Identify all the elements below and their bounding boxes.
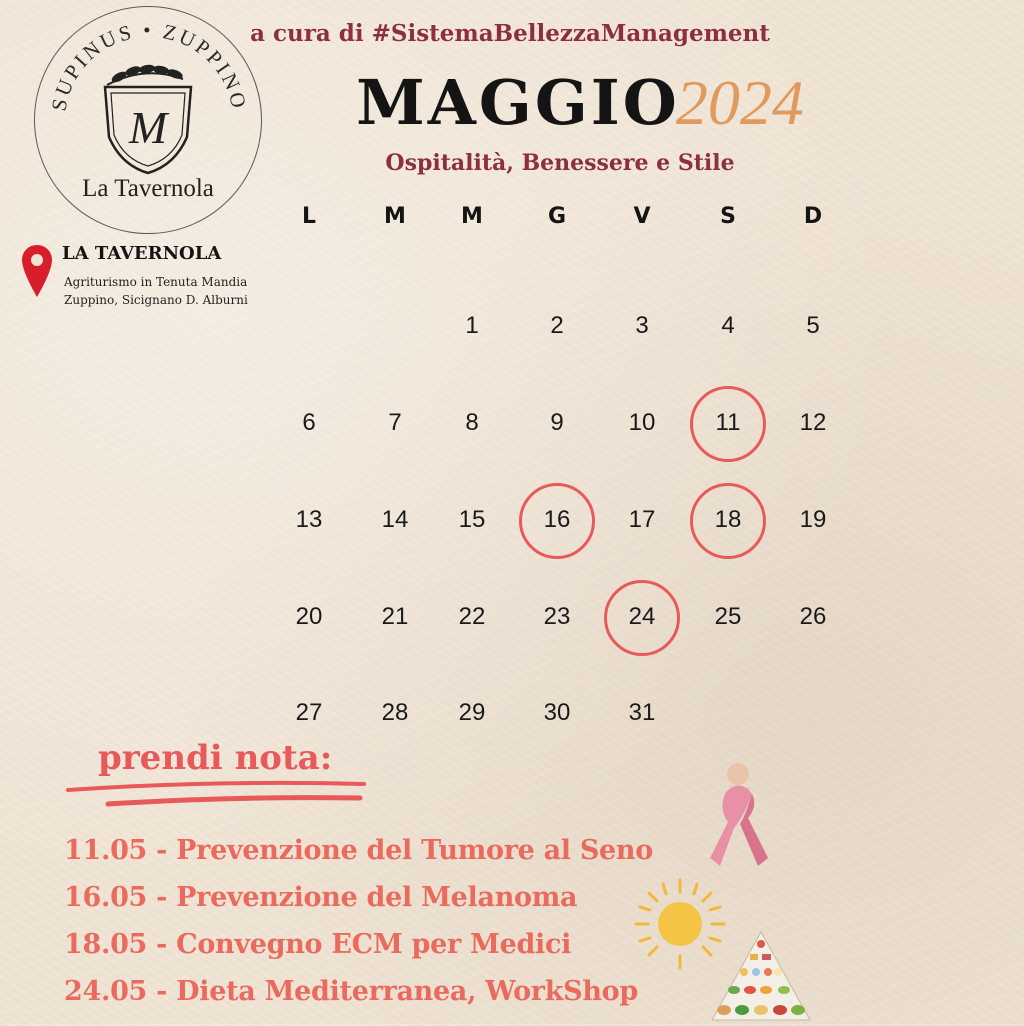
calendar-day: 17 [628, 506, 656, 533]
calendar-day: 9 [550, 409, 564, 436]
weekday-header: V [633, 204, 651, 229]
weekday-header: L [301, 204, 317, 229]
location-name: LA TAVERNOLA [62, 243, 222, 264]
calendar-day: 2 [550, 312, 564, 339]
calendar-day: 30 [543, 699, 571, 726]
note-item: 11.05 - Prevenzione del Tumore al Seno [64, 835, 653, 866]
note-item: 16.05 - Prevenzione del Melanoma [64, 882, 578, 913]
title-month: MAGGIO [356, 66, 680, 139]
calendar-day: 10 [628, 409, 656, 436]
calendar-day: 5 [806, 312, 820, 339]
calendar-day: 11 [715, 409, 741, 436]
calendar-day: 20 [295, 603, 323, 630]
logo-monogram: M [128, 102, 168, 153]
title-year: 2024 [675, 67, 804, 138]
note-item: 24.05 - Dieta Mediterranea, WorkShop [64, 976, 638, 1007]
calendar-day: 25 [714, 603, 742, 630]
calendar-day: 19 [799, 506, 827, 533]
notes-underline [64, 776, 374, 814]
weekday-header: D [803, 204, 823, 229]
calendar-day: 21 [381, 603, 409, 630]
calendar-day: 23 [543, 603, 571, 630]
page-title [300, 66, 860, 146]
calendar-day: 22 [458, 603, 486, 630]
calendar-day: 18 [714, 506, 742, 533]
logo-arc-text: SUPINUS • ZUPPINO [46, 17, 252, 113]
calendar-day: 24 [628, 603, 656, 630]
subtitle: Ospitalità, Benessere e Stile [385, 150, 735, 176]
calendar-day: 16 [543, 506, 571, 533]
note-item: 18.05 - Convegno ECM per Medici [64, 929, 572, 960]
logo-name: La Tavernola [82, 175, 214, 202]
pink-ribbon-icon [700, 758, 770, 874]
weekday-header: G [547, 204, 567, 229]
calendar-day: 7 [388, 409, 402, 436]
calendar-day: 31 [628, 699, 656, 726]
calendar-day: 6 [302, 409, 316, 436]
map-pin-icon [20, 243, 54, 303]
weekday-header: S [720, 204, 736, 229]
location-line-2: Zuppino, Sicignano D. Alburni [64, 293, 248, 307]
notes-title: prendi nota: [98, 738, 333, 778]
calendar-day: 4 [721, 312, 735, 339]
calendar-day: 8 [465, 409, 479, 436]
curated-by: a cura di #SistemaBellezzaManagement [250, 20, 770, 47]
weekday-header: M [461, 204, 483, 229]
calendar-day: 3 [635, 312, 649, 339]
calendar-day: 26 [799, 603, 827, 630]
location-line-1: Agriturismo in Tenuta Mandia [64, 275, 248, 289]
calendar-day: 12 [799, 409, 827, 436]
calendar-day: 27 [295, 699, 323, 726]
food-pyramid-icon [706, 930, 816, 1026]
calendar-day: 1 [465, 312, 479, 339]
calendar-day: 28 [381, 699, 409, 726]
calendar-day: 13 [295, 506, 323, 533]
calendar-day: 15 [458, 506, 486, 533]
calendar-day: 29 [458, 699, 486, 726]
calendar-day: 14 [381, 506, 409, 533]
weekday-header: M [384, 204, 406, 229]
